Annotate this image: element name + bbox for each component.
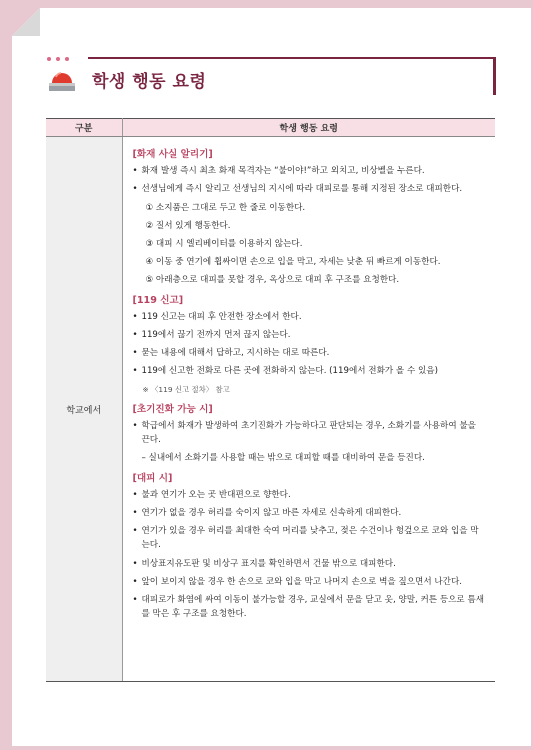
list-item: • 119에 신고한 전화로 다른 곳에 전화하지 않는다. (119에서 전화가 올 수 있음) (133, 364, 487, 378)
table-row (46, 137, 495, 682)
section-title-119-call: [119 신고] (132, 294, 184, 306)
header-category: 구분 (46, 119, 122, 137)
list-item: • 연기가 없을 경우 허리를 숙이지 않고 바른 자세로 신속하게 대피한다. (133, 506, 487, 520)
header-dots (47, 46, 74, 65)
list-item: • 119에서 끊기 전까지 먼저 끊지 않는다. (133, 328, 487, 342)
sub-item: ② 질서 있게 행동한다. (145, 220, 231, 231)
header-guidelines: 학생 행동 요령 (122, 119, 495, 137)
fire-alarm-light-icon (47, 64, 77, 92)
guidelines-cell (122, 137, 495, 682)
list-item: • 불과 연기가 오는 곳 반대편으로 향한다. (133, 488, 487, 502)
list-item: • 대피로가 화염에 싸여 이동이 불가능할 경우, 교실에서 문을 닫고 옷, 양말, 커튼 등으로 틈새를 막은 후 구조를 요청한다. (133, 593, 487, 621)
page-corner-fold (12, 8, 40, 36)
list-item: • 119 신고는 대피 후 안전한 장소에서 한다. (133, 310, 487, 324)
header-rule-end (493, 57, 496, 95)
sub-item: ① 소지품은 그대로 두고 한 줄로 이동한다. (145, 202, 306, 213)
sub-item: ④ 이동 중 연기에 휩싸이면 손으로 입을 막고, 자세는 낮춘 뒤 빠르게 이동한다. (145, 257, 441, 268)
page-title: 학생 행동 요령 (92, 72, 207, 92)
sub-item: ③ 대피 시 엘리베이터를 이용하지 않는다. (145, 239, 303, 250)
list-item: • 학급에서 화재가 발생하여 초기진화가 가능하다고 판단되는 경우, 소화기를 사용하여 불을 끈다. (133, 419, 487, 447)
section-title-fire-alert: [화재 사실 알리기] (132, 149, 213, 160)
reference-note: ※ 〈119 신고 절차〉 참고 (142, 384, 230, 394)
list-item: • 비상표지유도판 및 비상구 표지를 확인하면서 건물 밖으로 대피한다. (133, 557, 487, 571)
list-item: • 묻는 내용에 대해서 답하고, 지시하는 대로 따른다. (133, 346, 487, 360)
header-rule (88, 57, 495, 59)
list-item: • 앞이 보이지 않을 경우 한 손으로 코와 입을 막고 나머지 손으로 벽을 짚으면서 나간다. (133, 575, 487, 589)
list-item: • 화재 발생 즉시 최초 화재 목격자는 “불이야!”하고 외치고, 비상벨을 누른다. (133, 164, 487, 178)
list-item: • 선생님에게 즉시 알리고 선생님의 지시에 따라 대피로를 통해 지정된 장소로 대피한다. (133, 182, 487, 196)
section-title-evacuation: [대피 시] (132, 472, 173, 484)
guide-table (46, 118, 495, 682)
section-title-initial-suppression: [초기진화 가능 시] (132, 403, 213, 415)
sub-item: ⑤ 아래층으로 대피를 못할 경우, 옥상으로 대피 후 구조를 요청한다. (145, 275, 400, 286)
row-label-school: 학교에서 (46, 137, 122, 682)
table-header-row (46, 119, 495, 137)
dash-item: – 실내에서 소화기를 사용할 때는 밖으로 대피할 때를 대비하여 문을 등진다. (141, 453, 425, 464)
page (12, 8, 531, 746)
list-item: • 연기가 있을 경우 허리를 최대한 숙여 머리를 낮추고, 젖은 수건이나 헝겊으로 코와 입을 막는다. (133, 524, 487, 552)
